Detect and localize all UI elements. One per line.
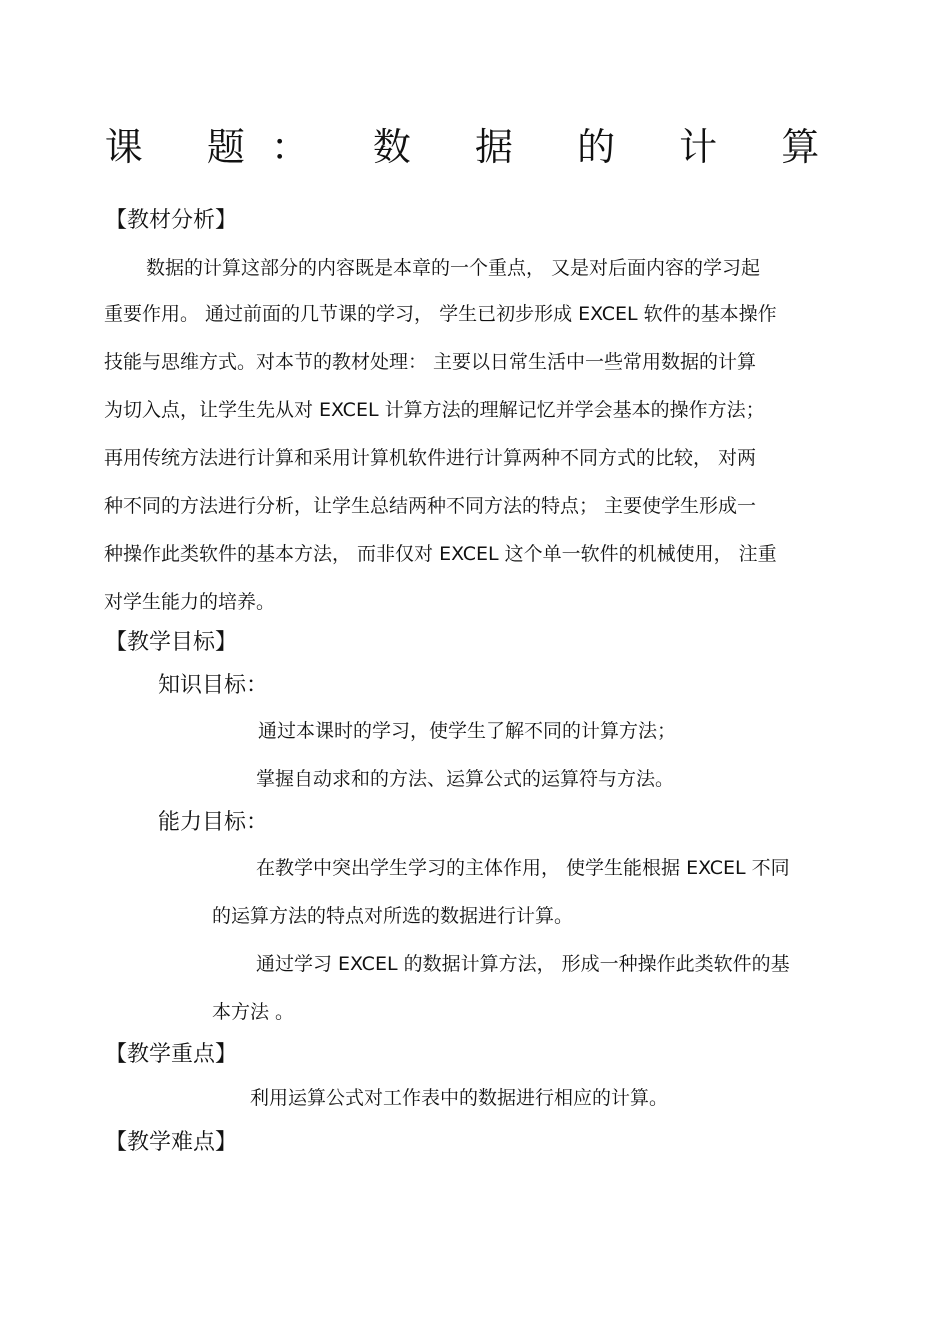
ability-goal-label: 能力目标：	[158, 810, 269, 835]
analysis-line-1: 数据的计算这部分的内容既是本章的一个重点， 又是对后面内容的学习起	[146, 257, 761, 279]
analysis-line-4: 为切入点，让学生先从对 EXCEL 计算方法的理解记忆并学会基本的操作方法；	[104, 399, 765, 421]
knowledge-goal-line-2: 掌握自动求和的方法、运算公式的运算符与方法。	[256, 768, 675, 790]
heading-textbook-analysis: 【教材分析】	[105, 208, 238, 233]
ability-goal-line-2: 的运算方法的特点对所选的数据进行计算。	[212, 905, 574, 927]
analysis-line-7: 种操作此类软件的基本方法， 而非仅对 EXCEL 这个单一软件的机械使用， 注重	[104, 543, 777, 565]
heading-teaching-goals: 【教学目标】	[105, 630, 238, 655]
knowledge-goal-line-1: 通过本课时的学习，使学生了解不同的计算方法；	[258, 720, 677, 742]
analysis-line-8: 对学生能力的培养。	[104, 591, 276, 613]
heading-teaching-difficulties: 【教学难点】	[105, 1130, 238, 1155]
knowledge-goal-label: 知识目标：	[158, 673, 269, 698]
key-point-line-1: 利用运算公式对工作表中的数据进行相应的计算。	[250, 1087, 669, 1109]
heading-teaching-key-points: 【教学重点】	[105, 1042, 238, 1067]
ability-goal-line-1: 在教学中突出学生学习的主体作用， 使学生能根据 EXCEL 不同	[256, 857, 790, 879]
analysis-line-5: 再用传统方法进行计算和采用计算机软件进行计算两种不同方式的比较， 对两	[104, 447, 757, 469]
page-title: 课 题： 数 据 的 计 算	[104, 125, 846, 169]
ability-goal-line-4: 本方法 。	[212, 1001, 295, 1023]
analysis-line-6: 种不同的方法进行分析，让学生总结两种不同方法的特点； 主要使学生形成一	[104, 495, 757, 517]
analysis-line-3: 技能与思维方式。对本节的教材处理： 主要以日常生活中一些常用数据的计算	[104, 351, 757, 373]
analysis-line-2: 重要作用。 通过前面的几节课的学习， 学生已初步形成 EXCEL 软件的基本操作	[104, 303, 777, 325]
ability-goal-line-3: 通过学习 EXCEL 的数据计算方法， 形成一种操作此类软件的基	[256, 953, 790, 975]
